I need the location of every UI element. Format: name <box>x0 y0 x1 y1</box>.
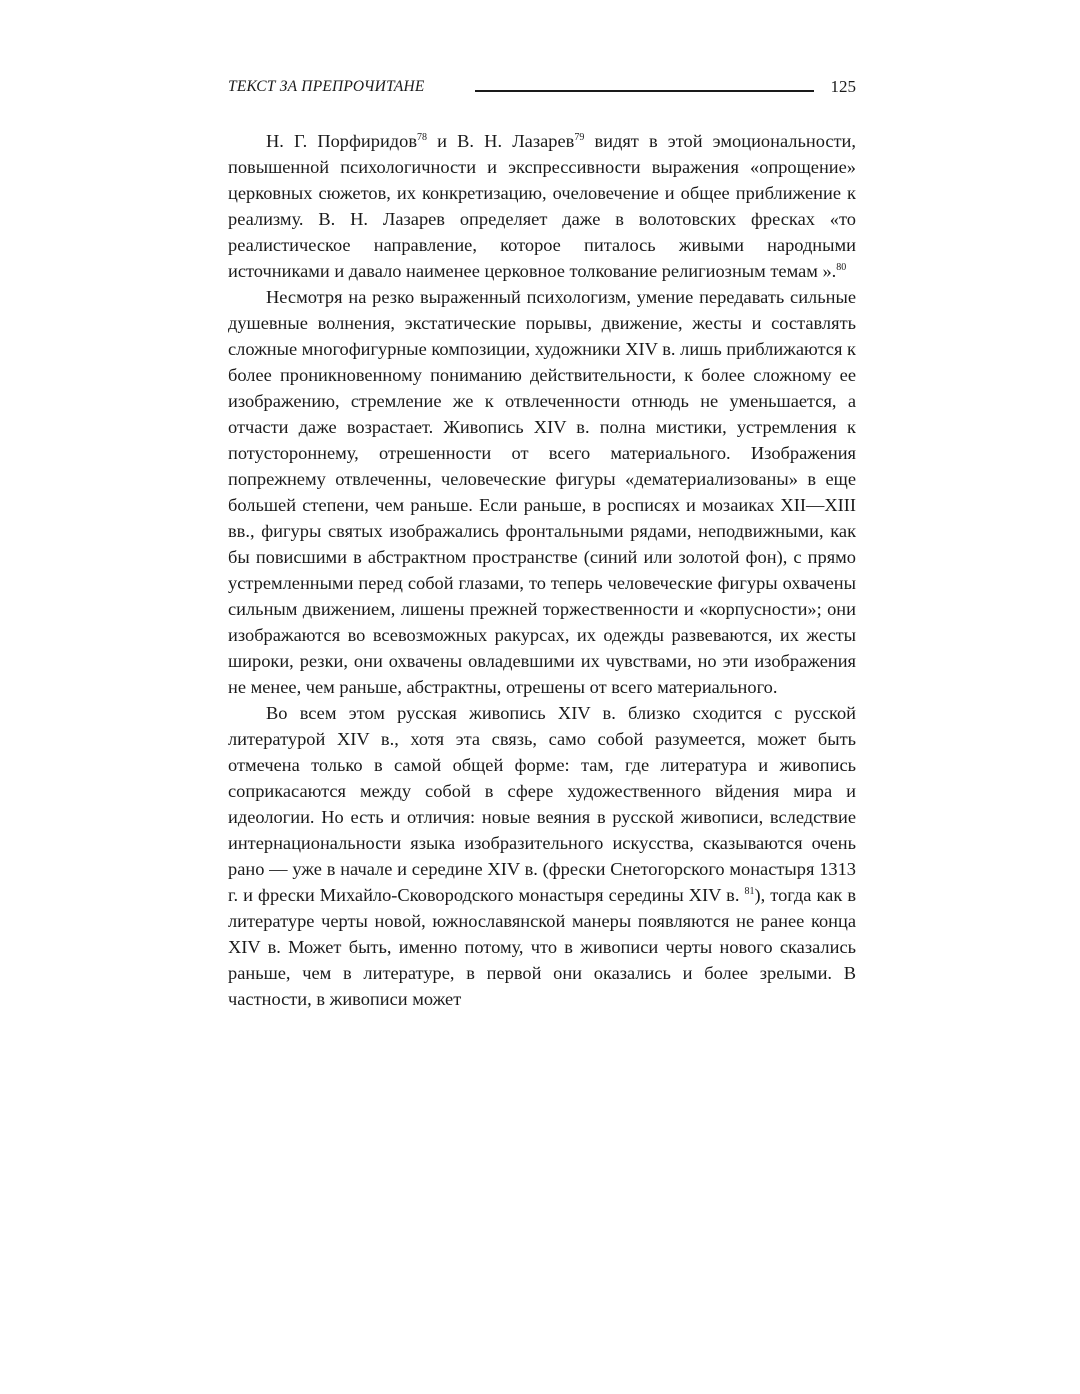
footnote-ref: 80 <box>836 261 847 273</box>
paragraph-text: Во всем этом русская живопись XIV в. близко сходится с русской литературой XIV в., хотя эта связь, само собой разумеется, может быть отмечена только в самой общей форме: там, где литература и живопись соприкасаются между собой в сфере художественного вйдения мира и идеологии. Но есть и отличия: новые веяния в русской живописи, вследствие интернациональности языка изобразительного искусства, сказываются очень рано — уже в начале и середине XIV в. (фрески Снетогорского монастыря 1313 г. и фрески Михайло-Сковородского монастыря середины XIV в. <box>228 703 856 905</box>
footnote-ref: 79 <box>574 131 585 143</box>
paragraph-2 <box>228 284 856 700</box>
paragraph-text: Н. Г. Порфиридов <box>266 131 418 151</box>
page-number: 125 <box>830 77 856 96</box>
running-header <box>228 76 856 100</box>
running-title: ТЕКСТ ЗА ПРЕПРОЧИТАНЕ <box>228 78 425 95</box>
header-rule <box>475 90 814 92</box>
paragraph-text: и В. Н. Лазарев <box>427 131 575 151</box>
paragraph-3 <box>228 700 856 1012</box>
paragraph-1 <box>228 128 856 284</box>
body-text <box>228 128 856 1012</box>
paragraph-text: Несмотря на резко выраженный психологизм, умение передавать сильные душевные волнения, экстатические порывы, движение, жесты и составлять сложные многофигурные композиции, художники XIV в. лишь приближаются к более проникновенному пониманию действительности, к более сложному ее изображению, стремление же к отвлеченности отнюдь не уменьшается, а отчасти даже возрастает. Живопись XIV в. полна мистики, устремления к потустороннему, отрешенности от всего материального. Изображения попрежнему отвлеченны, человеческие фигуры «дематериализованы» в еще большей степени, чем раньше. Если раньше, в росписях и мозаиках XII—XIII вв., фигуры святых изображались фронтальными рядами, неподвижными, как бы повисшими в абстрактном пространстве (синий или золотой фон), с прямо устремленными перед собой глазами, то теперь человеческие фигуры охвачены сильным движением, лишены прежней торжественности и «корпусности»; они изображаются во всевозможных ракурсах, их одежды развеваются, их жесты широки, резки, они охвачены овладевшими их чувствами, но эти изображения не менее, чем раньше, абстрактны, отрешены от всего материального. <box>228 287 856 697</box>
footnote-ref: 78 <box>417 131 428 143</box>
paragraph-text: ), тогда как в литературе черты новой, южнославянской манеры появляются не ранее конца XIV в. Может быть, именно потому, что в живописи черты нового сказались раньше, чем в литературе, в первой они оказались и более зрелыми. В частности, в живописи может <box>228 885 857 1009</box>
footnote-ref: 81 <box>744 885 755 897</box>
paragraph-text: видят в этой эмоциональности, повышенной психологичности и экспрессивности выражения «опрощение» церковных сюжетов, их конкретизацию, очеловечение и общее приближение к реализму. В. Н. Лазарев определяет даже в волотовских фресках «то реалистическое направление, которое питалось живыми народными источниками и давало наименее церковное толкование религиозным темам ». <box>228 131 856 281</box>
